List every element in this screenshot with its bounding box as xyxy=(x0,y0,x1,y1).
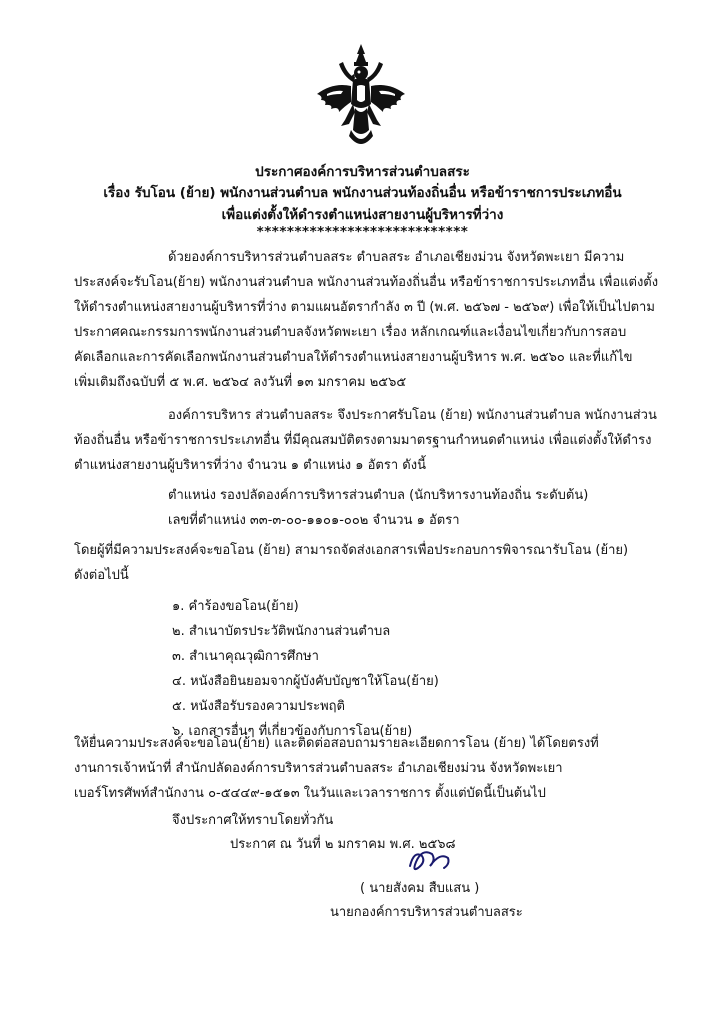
paragraph-1-line: ประสงค์จะรับโอน(ย้าย) พนักงานส่วนตำบล พนักงานส่วนท้องถิ่นอื่น หรือข้าราชการประเภทอื่น เพื่อแต่งตั้ง xyxy=(74,275,659,290)
paragraph-1-line: เพิ่มเติมถึงฉบับที่ ๕ พ.ศ. ๒๕๖๔ ลงวันที่ ๑๓ มกราคม ๒๕๖๕ xyxy=(74,375,407,390)
paragraph-1-line: คัดเลือกและการคัดเลือกพนักงานส่วนตำบลให้ดำรงตำแหน่งสายงานผู้บริหาร พ.ศ. ๒๕๖๐ และที่แก้ไข xyxy=(74,350,633,365)
position-title: ตำแหน่ง รองปลัดองค์การบริหารส่วนตำบล (นักบริหารงานท้องถิ่น ระดับต้น) xyxy=(168,488,589,503)
signature-icon xyxy=(404,842,454,876)
paragraph-4-line: ให้ยื่นความประสงค์จะขอโอน(ย้าย) และติดต่อสอบถามรายละเอียดการโอน (ย้าย) ได้โดยตรงที่ xyxy=(74,736,599,751)
garuda-emblem-icon xyxy=(313,42,409,152)
header-divider-stars: **************************** xyxy=(256,224,469,240)
paragraph-2-line: ตำแหน่งสายงานผู้บริหารที่ว่าง จำนวน ๑ ตำแหน่ง ๑ อัตรา ดังนี้ xyxy=(74,458,426,473)
paragraph-1-line: ด้วยองค์การบริหารส่วนตำบลสระ ตำบลสระ อำเภอเชียงม่วน จังหวัดพะเยา มีความ xyxy=(168,250,625,265)
document-list-item: ๒. สำเนาบัตรประวัติพนักงานส่วนตำบล xyxy=(172,624,391,639)
paragraph-4-line: เบอร์โทรศัพท์สำนักงาน ๐-๕๔๔๙-๑๕๑๓ ในวันและเวลาราชการ ตั้งแต่บัดนี้เป็นต้นไป xyxy=(74,786,546,801)
document-list-item: ๖. เอกสารอื่นๆ ที่เกี่ยวข้องกับการโอน(ย้าย) xyxy=(172,724,413,739)
document-list-item: ๔. หนังสือยินยอมจากผู้บังคับบัญชาให้โอน(ย้าย) xyxy=(172,674,439,689)
announcement-subject: เรื่อง รับโอน (ย้าย) พนักงานส่วนตำบล พนักงานส่วนท้องถิ่นอื่น หรือข้าราชการประเภทอื่น xyxy=(103,185,622,201)
announcement-subject-continued: เพื่อแต่งตั้งให้ดำรงตำแหน่งสายงานผู้บริหารที่ว่าง xyxy=(221,207,504,223)
announcement-date: ประกาศ ณ วันที่ ๒ มกราคม พ.ศ. ๒๕๖๘ xyxy=(230,837,456,852)
document-list-item: ๓. สำเนาคุณวุฒิการศึกษา xyxy=(172,649,319,664)
paragraph-1-line: ประกาศคณะกรรมการพนักงานส่วนตำบลจังหวัดพะเยา เรื่อง หลักเกณฑ์และเงื่อนไขเกี่ยวกับการสอบ xyxy=(74,325,627,340)
signer-title: นายกองค์การบริหารส่วนตำบลสระ xyxy=(330,905,523,920)
paragraph-4-line: งานการเจ้าหน้าที่ สำนักปลัดองค์การบริหารส่วนตำบลสระ อำเภอเชียงม่วน จังหวัดพะเยา xyxy=(74,761,563,776)
document-list-item: ๑. คำร้องขอโอน(ย้าย) xyxy=(172,599,299,614)
announcement-title: ประกาศองค์การบริหารส่วนตำบลสระ xyxy=(255,164,470,180)
closing-statement: จึงประกาศให้ทราบโดยทั่วกัน xyxy=(172,813,334,828)
document-list-item: ๕. หนังสือรับรองความประพฤติ xyxy=(172,699,345,714)
position-number: เลขที่ตำแหน่ง ๓๓-๓-๐๐-๑๑๐๑-๐๐๒ จำนวน ๑ อัตรา xyxy=(168,513,460,528)
signer-name: ( นายสังคม สืบแสน ) xyxy=(360,881,480,896)
paragraph-3-line: โดยผู้ที่มีความประสงค์จะขอโอน (ย้าย) สามารถจัดส่งเอกสารเพื่อประกอบการพิจารณารับโอน (ย้าย) xyxy=(74,543,629,558)
paragraph-2-line: องค์การบริหาร ส่วนตำบลสระ จึงประกาศรับโอน (ย้าย) พนักงานส่วนตำบล พนักงานส่วน xyxy=(168,408,657,423)
paragraph-3-line: ดังต่อไปนี้ xyxy=(74,568,129,583)
paragraph-2-line: ท้องถิ่นอื่น หรือข้าราชการประเภทอื่น ที่มีคุณสมบัติตรงตามมาตรฐานกำหนดตำแหน่ง เพื่อแต่งตั้งให้ดำรง xyxy=(74,433,652,448)
paragraph-1-line: ให้ดำรงตำแหน่งสายงานผู้บริหารที่ว่าง ตามแผนอัตรากำลัง ๓ ปี (พ.ศ. ๒๕๖๗ - ๒๕๖๙) เพื่อให้เป็นไปตาม xyxy=(74,300,655,315)
